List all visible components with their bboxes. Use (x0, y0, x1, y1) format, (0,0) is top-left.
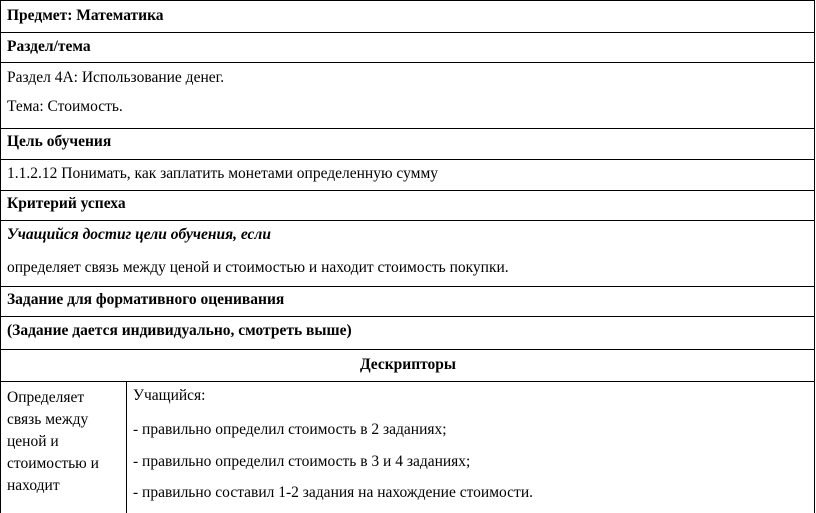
left-cell-line: Определяет (7, 389, 85, 406)
row-divider (0, 128, 815, 129)
row-divider (0, 381, 815, 382)
right-cell-line: - правильно определил стоимость в 3 и 4 заданиях; (133, 453, 471, 470)
row-divider (0, 62, 815, 63)
row-divider (0, 190, 815, 191)
descriptor-column-divider (126, 381, 127, 513)
row-divider (0, 32, 815, 33)
left-border (0, 0, 1, 513)
criteria-italic: Учащийся достиг цели обучения, если (7, 226, 271, 243)
right-border (814, 0, 815, 513)
right-cell-line: - правильно составил 1-2 задания на нахождение стоимости. (133, 484, 533, 501)
row-divider (0, 316, 815, 317)
goal-heading: Цель обучения (7, 133, 112, 150)
topic-value: Тема: Стоимость. (7, 98, 123, 115)
row-divider (0, 349, 815, 350)
subject-heading: Предмет: Математика (7, 7, 164, 24)
row-divider (0, 159, 815, 160)
right-cell-line: Учащийся: (133, 387, 206, 404)
left-cell-line: ценой и (7, 433, 59, 450)
descriptors-heading: Дескрипторы (359, 356, 457, 373)
left-cell-line: стоимостью и (7, 455, 99, 472)
row-divider (0, 220, 815, 221)
goal-value: 1.1.2.12 Понимать, как заплатить монетами определенную сумму (7, 165, 439, 182)
row-divider (0, 286, 815, 287)
task-value: (Задание дается индивидуально, смотреть выше) (7, 322, 352, 339)
section-value: Раздел 4А: Использование денег. (7, 69, 225, 86)
left-cell-line: связь между (7, 411, 89, 428)
left-cell (7, 387, 99, 497)
section-heading: Раздел/тема (7, 38, 91, 55)
top-border (0, 0, 815, 1)
task-heading: Задание для формативного оценивания (7, 291, 285, 308)
left-cell-line: находит (7, 477, 60, 494)
criteria-value: определяет связь между ценой и стоимостью и находит стоимость покупки. (7, 259, 509, 276)
right-cell-line: - правильно определил стоимость в 2 заданиях; (133, 421, 447, 438)
criteria-heading: Критерий успеха (7, 195, 126, 212)
